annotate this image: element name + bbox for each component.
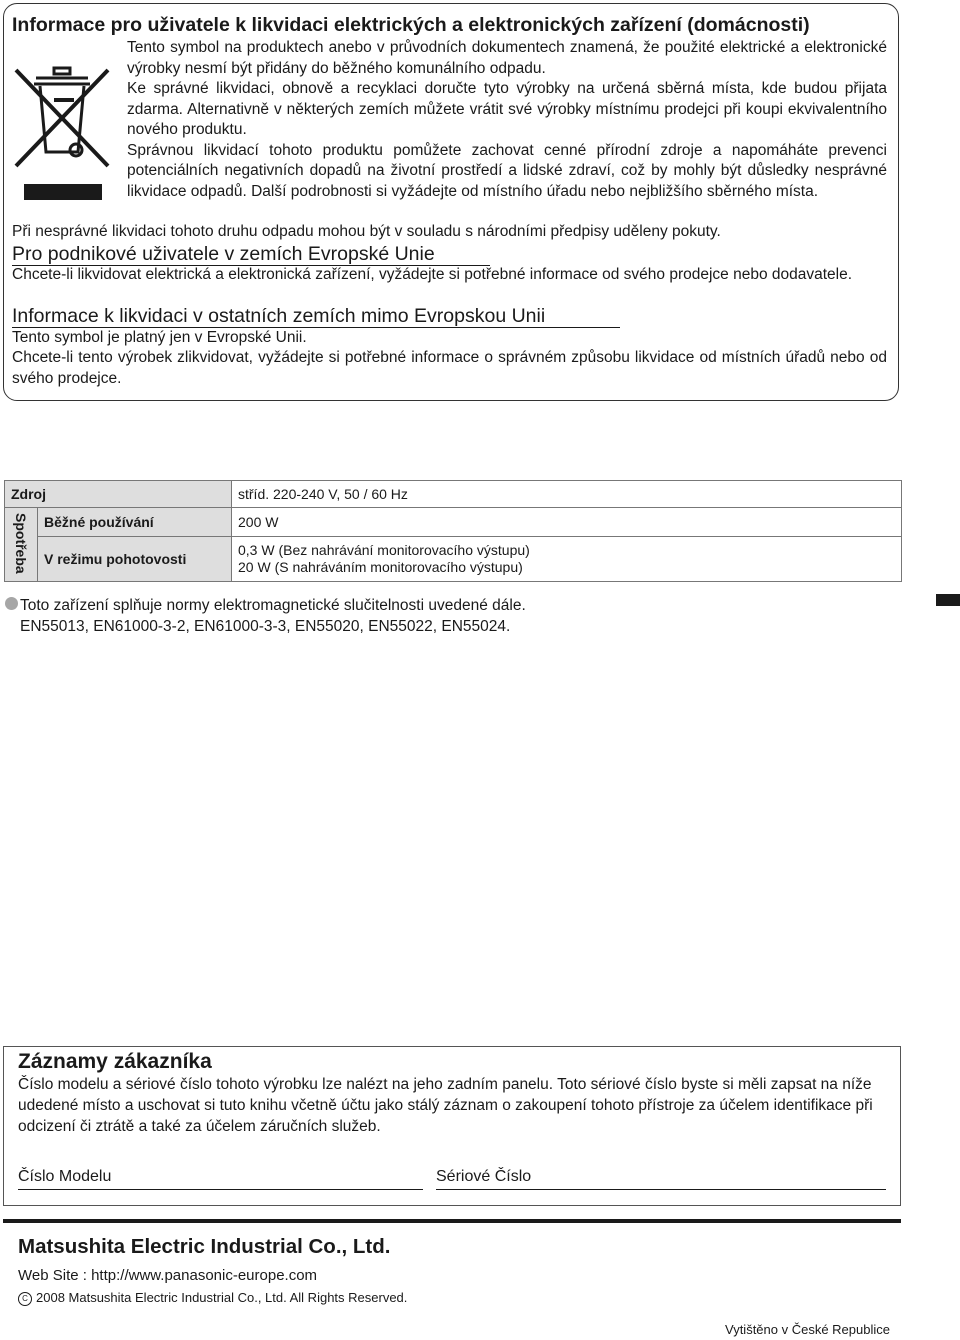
other-countries-text: Chcete-li tento výrobek zlikvidovat, vyžádejte si potřebné informace o správném způsobu likvidace od místních úřadů nebo od svého prodejce. <box>12 349 887 387</box>
penalty-text: Při nesprávné likvidaci tohoto druhu odpadu mohou být v souladu s národními předpisy uděleny pokuty. <box>12 223 721 240</box>
footer-divider <box>3 1219 901 1223</box>
compliance-text <box>20 596 526 637</box>
other-countries-heading: Informace k likvidaci v ostatních zemích mimo Evropskou Unii <box>12 305 546 327</box>
standby-label: V režimu pohotovosti <box>38 537 232 582</box>
compliance-standards: EN55013, EN61000-3-2, EN61000-3-3, EN55020, EN55022, EN55024. <box>20 617 511 635</box>
source-label: Zdroj <box>5 481 232 508</box>
business-users-text: Chcete-li likvidovat elektrická a elektronická zařízení, vyžádejte si potřebné informace od svého prodejce nebo dodavatele. <box>12 266 853 283</box>
bullet-icon <box>5 597 18 610</box>
model-number-line <box>18 1189 423 1190</box>
copyright-icon: C <box>18 1292 32 1306</box>
symbol-paragraphs <box>127 38 887 202</box>
specifications-table <box>4 480 902 582</box>
website-text: Web Site : http://www.panasonic-europe.com <box>18 1267 318 1284</box>
normal-use-value: 200 W <box>232 508 902 537</box>
copyright-text: 2008 Matsushita Electric Industrial Co., Ltd. All Rights Reserved. <box>36 1290 408 1305</box>
serial-number-label: Sériové Číslo <box>436 1168 532 1185</box>
printed-in-text: Vytištěno v České Republice <box>725 1322 890 1337</box>
business-users-heading: Pro podnikové uživatele v zemích Evropské Unie <box>12 243 435 265</box>
standby-value-line1: 0,3 W (Bez nahrávání monitorovacího výstupu) <box>238 542 530 558</box>
normal-use-label: Běžné používání <box>38 508 232 537</box>
crossed-out-wheelie-bin-icon <box>14 64 110 204</box>
eu-only-text: Tento symbol je platný jen v Evropské Unii. <box>12 329 307 346</box>
collection-points-text: Ke správné likvidaci, obnově a recyklaci doručte tyto výrobky na určená sběrná místa, kde budou přijata zdarma. Alternativně v některých zemích můžete vrátit své výrobky místnímu prodejci při koupi ekvivalentního nového produktu. <box>127 80 887 138</box>
serial-number-line <box>436 1189 886 1190</box>
compliance-line1: Toto zařízení splňuje normy elektromagnetické slučitelnosti uvedené dále. <box>20 597 526 614</box>
company-name: Matsushita Electric Industrial Co., Ltd. <box>18 1235 391 1258</box>
symbol-meaning-text: Tento symbol na produktech anebo v průvodních dokumentech znamená, že použité elektrické a elektronické výrobky nesmí být přidány do běžného komunálního odpadu. <box>127 39 887 77</box>
disposal-title: Informace pro uživatele k likvidaci elektrických a elektronických zařízení (domácnosti) <box>12 14 810 36</box>
standby-value <box>232 537 902 582</box>
environment-text: Správnou likvidací tohoto produktu pomůžete zachovat cenné přírodní zdroje a napomáháte prevenci potenciálních negativních dopadů na životní prostředí a lidské zdraví, což by mohly být důsledky nesprávné likvidace odpadů. Další podrobnosti si vyžádejte od místního úřadu nebo nejbližšího sběrného místa. <box>127 141 887 200</box>
source-value: stříd. 220-240 V, 50 / 60 Hz <box>232 481 902 508</box>
page-tab-marker <box>936 594 960 606</box>
model-number-label: Číslo Modelu <box>18 1168 112 1185</box>
copyright-line <box>18 1290 407 1306</box>
consumption-label: Spotřeba <box>5 508 38 582</box>
records-title: Záznamy zákazníka <box>18 1050 212 1073</box>
records-text: Číslo modelu a sériové číslo tohoto výrobku lze nalézt na jeho zadním panelu. Toto sériové číslo byste si měli zapsat na níže udedené místo a uschovat si tuto knihu včetně účtu jako stálý záznam o zakoupení tohoto přístroje za účelem identifikace při odcizení či ztrátě a také za účelem záručních služeb. <box>18 1076 873 1135</box>
standby-value-line2: 20 W (S nahráváním monitorovacího výstupu) <box>238 559 523 575</box>
